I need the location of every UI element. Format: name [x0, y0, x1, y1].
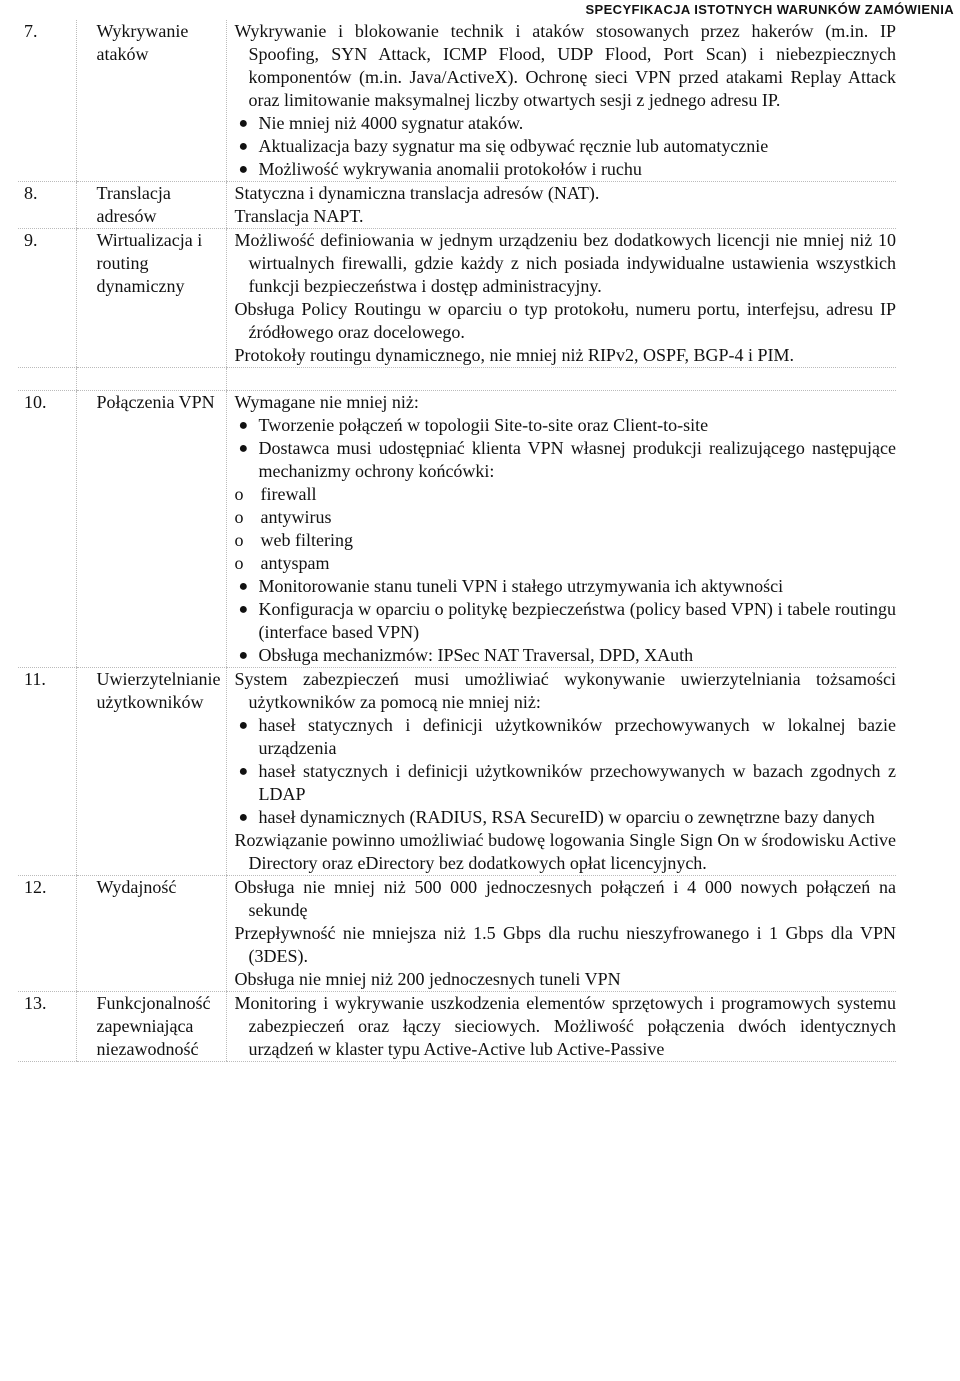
row-description	[226, 20, 896, 182]
row-number: 9.	[18, 229, 76, 368]
table-row-11	[18, 668, 896, 876]
description-paragraph: Monitoring i wykrywanie uszkodzenia elementów sprzętowych i programowych systemu zabezpieczeń oraz łączy sieciowych. Możliwość połączenia dwóch identycznych urządzeń w klaster typu Active-Active lub Active-Passive	[234, 993, 896, 1059]
description-paragraph: System zabezpieczeń musi umożliwiać wykonywanie uwierzytelniania tożsamości użytkowników za pomocą nie mniej niż:	[234, 669, 896, 712]
circle-bullet-icon: o	[234, 507, 244, 527]
bullet-icon: ●	[238, 417, 249, 434]
row-description	[226, 876, 896, 992]
specification-table	[18, 20, 896, 1062]
bullet-icon: ●	[238, 578, 249, 595]
description-paragraph: Wykrywanie i blokowanie technik i ataków stosowanych przez hakerów (m.in. IP Spoofing, SYN Attack, ICMP Flood, UDP Flood, Port Scan) i niebezpiecznych komponentów (m.in. Java/ActiveX). Ochronę sieci VPN przed atakami Replay Attack oraz limitowanie maksymalnej liczby otwartych sesji z jednego adresu IP.	[234, 21, 896, 110]
description-paragraph: Wymagane nie mniej niż:	[234, 392, 419, 412]
row-description	[226, 391, 896, 668]
list-item: ● Aktualizacja bazy sygnatur ma się odbywać ręcznie lub automatycznie	[238, 136, 769, 156]
bullet-icon: ●	[238, 161, 249, 178]
description-paragraph: Rozwiązanie powinno umożliwiać budowę logowania Single Sign On w środowisku Active Directory oraz eDirectory bez dodatkowych opłat licencyjnych.	[234, 830, 896, 873]
row-name-line: Uwierzytelnianie	[96, 669, 221, 689]
list-item: ● Tworzenie połączeń w topologii Site-to-site oraz Client-to-site	[238, 415, 709, 435]
bullet-icon: ●	[238, 647, 249, 664]
list-item: ● Nie mniej niż 4000 sygnatur ataków.	[238, 113, 524, 133]
description-paragraph: Obsługa nie mniej niż 200 jednoczesnych tuneli VPN	[234, 969, 621, 989]
row-name-line: ataków	[96, 44, 149, 64]
document-header-title: SPECYFIKACJA ISTOTNYCH WARUNKÓW ZAMÓWIENIA	[585, 2, 954, 17]
row-name	[76, 229, 226, 368]
row-name	[76, 182, 226, 229]
row-number: 12.	[18, 876, 76, 992]
row-name-line: Połączenia VPN	[96, 392, 215, 412]
bullet-icon: ●	[238, 809, 249, 826]
row-name	[76, 391, 226, 668]
description-paragraph: Translacja NAPT.	[234, 206, 364, 226]
list-item: ● Konfiguracja w oparciu o politykę bezpieczeństwa (policy based VPN) i tabele routingu (interface based VPN)	[238, 599, 896, 642]
row-name-line: Wydajność	[96, 877, 177, 897]
row-description	[226, 992, 896, 1062]
row-name	[76, 992, 226, 1062]
bullet-icon: ●	[238, 717, 249, 734]
bullet-icon: ●	[238, 763, 249, 780]
row-name-line: zapewniająca	[96, 1016, 194, 1036]
circle-bullet-icon: o	[234, 484, 244, 504]
description-paragraph: Możliwość definiowania w jednym urządzeniu bez dodatkowych licencji nie mniej niż 10 wirtualnych firewalli, gdzie każdy z nich posiada indywidualne ustawienia wszystkich funkcji bezpieczeństwa i dostęp administracyjny.	[234, 230, 896, 296]
bullet-list	[235, 714, 897, 829]
list-item: ● haseł dynamicznych (RADIUS, RSA SecureID) w oparciu o zewnętrzne bazy danych	[238, 807, 875, 827]
sub-list-item: o antyspam	[234, 553, 330, 573]
row-name	[76, 668, 226, 876]
sub-list	[235, 483, 897, 575]
description-paragraph: Przepływność nie mniejsza niż 1.5 Gbps dla ruchu nieszyfrowanego i 1 Gbps dla VPN (3DES).	[234, 923, 896, 966]
table-row-12	[18, 876, 896, 992]
bullet-list	[235, 575, 897, 667]
row-name-line: niezawodność	[96, 1039, 199, 1059]
circle-bullet-icon: o	[234, 530, 244, 550]
row-name-line: Wirtualizacja i	[96, 230, 203, 250]
row-description	[226, 668, 896, 876]
sub-list-item: o web filtering	[234, 530, 353, 550]
row-number: 13.	[18, 992, 76, 1062]
row-name	[76, 876, 226, 992]
row-name-line: Translacja	[96, 183, 171, 203]
table-row-8	[18, 182, 896, 229]
row-name-line: użytkowników	[96, 692, 204, 712]
list-item: ● Możliwość wykrywania anomalii protokołów i ruchu	[238, 159, 642, 179]
sub-list-item: o firewall	[234, 484, 317, 504]
list-item: ● Dostawca musi udostępniać klienta VPN własnej produkcji realizującego następujące mechanizmy ochrony końcówki:	[238, 438, 896, 481]
bullet-icon: ●	[238, 440, 249, 457]
table-row-10	[18, 391, 896, 668]
table-row-9	[18, 229, 896, 368]
table-row-13	[18, 992, 896, 1062]
description-paragraph: Statyczna i dynamiczna translacja adresów (NAT).	[234, 183, 600, 203]
row-description	[226, 182, 896, 229]
bullet-icon: ●	[238, 115, 249, 132]
row-name-line: Wykrywanie	[96, 21, 189, 41]
list-item: ● haseł statycznych i definicji użytkowników przechowywanych w lokalnej bazie urządzenia	[238, 715, 896, 758]
bullet-icon: ●	[238, 138, 249, 155]
description-paragraph: Obsługa nie mniej niż 500 000 jednoczesnych połączeń i 4 000 nowych połączeń na sekundę	[234, 877, 896, 920]
bullet-list	[235, 112, 897, 181]
list-item: ● haseł statycznych i definicji użytkowników przechowywanych w bazach zgodnych z LDAP	[238, 761, 896, 804]
bullet-list	[235, 414, 897, 483]
row-name-line: routing	[96, 253, 149, 273]
description-paragraph: Obsługa Policy Routingu w oparciu o typ protokołu, numeru portu, interfejsu, adresu IP źródłowego oraz docelowego.	[234, 299, 896, 342]
row-description	[226, 229, 896, 368]
row-name	[76, 20, 226, 182]
list-item: ● Obsługa mechanizmów: IPSec NAT Traversal, DPD, XAuth	[238, 645, 694, 665]
row-name-line: adresów	[96, 206, 157, 226]
row-number: 10.	[18, 391, 76, 668]
bullet-icon: ●	[238, 601, 249, 618]
row-number: 8.	[18, 182, 76, 229]
row-name-line: Funkcjonalność	[96, 993, 211, 1013]
sub-list-item: o antywirus	[234, 507, 332, 527]
table-row-7	[18, 20, 896, 182]
list-item: ● Monitorowanie stanu tuneli VPN i stałego utrzymywania ich aktywności	[238, 576, 784, 596]
table-spacer-row	[18, 368, 896, 391]
row-name-line: dynamiczny	[96, 276, 185, 296]
row-number: 7.	[18, 20, 76, 182]
circle-bullet-icon: o	[234, 553, 244, 573]
row-number: 11.	[18, 668, 76, 876]
description-paragraph: Protokoły routingu dynamicznego, nie mniej niż RIPv2, OSPF, BGP-4 i PIM.	[234, 345, 795, 365]
